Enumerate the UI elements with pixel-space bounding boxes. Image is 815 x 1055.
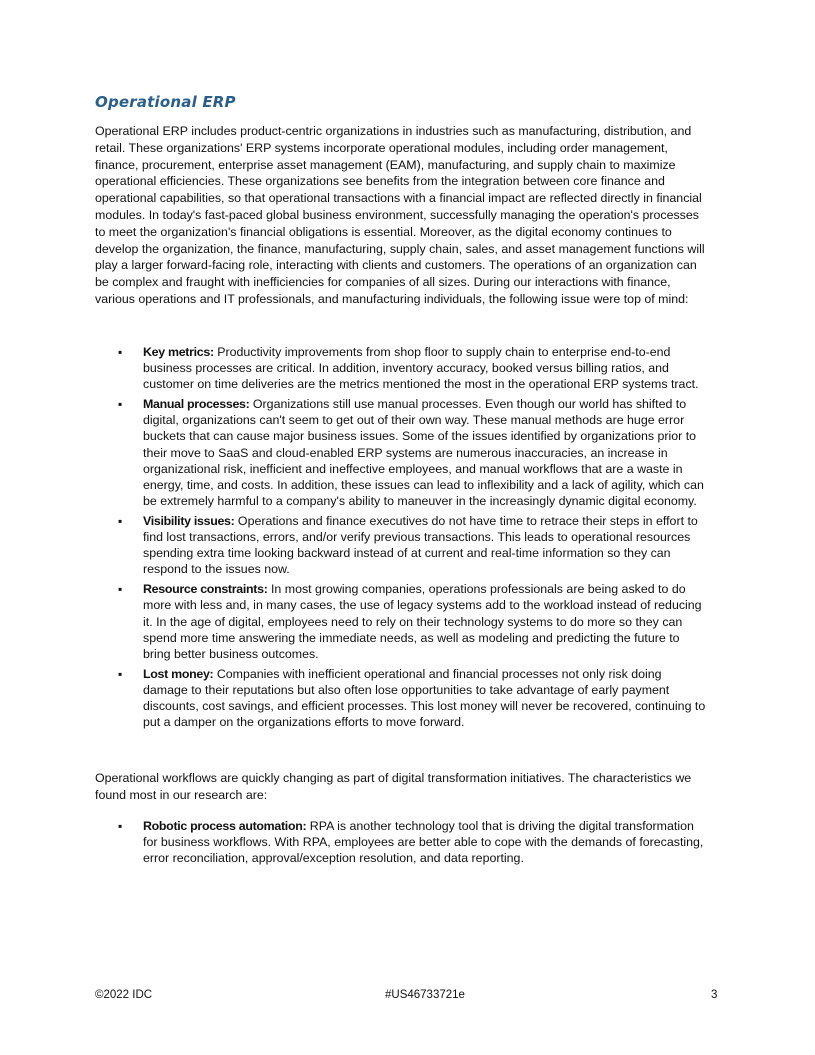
intro-paragraph: Operational ERP includes product-centric organizations in industries such as manufacturing, distribution, and retail. These organizations' ERP systems incorporate operational modules, including order management, finance, procurement, enterprise asset management (EAM), manufacturing, and supply chain to maximize operational efficiencies. These organizations see benefits from the integration between core finance and operational capabilities, so that operational transactions with a financial impact are reflected directly in financial modules. In today's fast-paced global business environment, successfully managing the operation's processes to meet the organization's financial obligations is essential. Moreover, as the digital economy continues to develop the organization, the finance, manufacturing, supply chain, sales, and asset management functions will play a larger forward-facing role, interacting with clients and customers. The operations of an organization can be complex and fraught with inefficiencies for companies of all sizes. During our interactions with finance, various operations and IT professionals, and manufacturing individuals, the following issue were top of mind: (95, 124, 705, 306)
list-item (95, 344, 707, 392)
bullet-icon: ▪ (118, 819, 123, 833)
issue-text: Productivity improvements from shop floor to supply chain to enterprise end-to-end business processes are critical. In addition, inventory accuracy, booked versus billing ratios, and customer on time deliveries are the metrics mentioned the most in the operational ERP systems tract. (143, 345, 699, 392)
characteristic-term: Robotic process automation: (143, 819, 307, 833)
bullet-icon: ▪ (118, 345, 123, 359)
issue-text: Organizations still use manual processes. Even though our world has shifted to digital, organizations can't seem to get out of their own way. These manual methods are huge error buckets that can cause major business issues. Some of the issues identified by organizations prior to their move to SaaS and cloud-enabled ERP systems are numerous inaccuracies, an increase in organizational risk, inefficient and ineffective employees, and manual workflows that are a waste in energy, time, and costs. In addition, these issues can lead to inflexibility and a lack of agility, which can be extremely harmful to a company's ability to maneuver in the increasingly dynamic digital economy. (143, 397, 704, 508)
issue-term: Visibility issues: (143, 513, 235, 528)
footer-doc-id: #US46733721e (385, 989, 465, 1001)
issue-text: Companies with inefficient operational and financial processes not only risk doing damage to their reputations but also often lose opportunities to take advantage of early payment discounts, cost savings, and efficient processes. This lost money will never be recovered, continuing to put a damper on the organizations efforts to move forward. (143, 666, 706, 730)
bullet-icon: ▪ (118, 582, 123, 597)
bullet-icon: ▪ (118, 666, 123, 681)
issues-list (95, 344, 707, 734)
list-item (95, 818, 707, 866)
issue-term: Lost money: (143, 666, 214, 681)
characteristic-text: RPA is another technology tool that is driving the digital transformation for business workflows. With RPA, employees are better able to cope with the demands of forecasting, error reconciliation, approval/exception resolution, and data reporting. (143, 819, 704, 866)
issue-term: Manual processes: (143, 397, 250, 412)
characteristics-list (95, 818, 707, 870)
bullet-icon: ▪ (118, 513, 123, 528)
bullet-icon: ▪ (118, 397, 123, 412)
issue-text: Operations and finance executives do not have time to retrace their steps in effort to find lost transactions, errors, and/or verify previous transactions. This leads to operational resources spending extra time looking backward instead of at current and real-time information so they can respond to the issues now. (143, 513, 698, 577)
footer-copyright: ©2022 IDC (95, 989, 153, 1001)
list-item (95, 513, 707, 577)
issue-term: Key metrics: (143, 345, 214, 359)
list-item (95, 666, 707, 730)
issue-text: In most growing companies, operations professionals are being asked to do more with less and, in many cases, the use of legacy systems add to the workload instead of reducing it. In the age of digital, employees need to rely on their technology systems to do more so they can spend more time answering the immediate needs, as well as modeling and predicting the future to bring better business outcomes. (143, 582, 702, 661)
issue-term: Resource constraints: (143, 582, 268, 597)
list-item (95, 581, 707, 661)
list-item (95, 396, 707, 509)
workflows-paragraph: Operational workflows are quickly changing as part of digital transformation initiatives. The characteristics we found most in our research are: (95, 771, 692, 802)
section-heading: Operational ERP (95, 93, 236, 111)
footer-page-number: 3 (711, 989, 718, 1001)
